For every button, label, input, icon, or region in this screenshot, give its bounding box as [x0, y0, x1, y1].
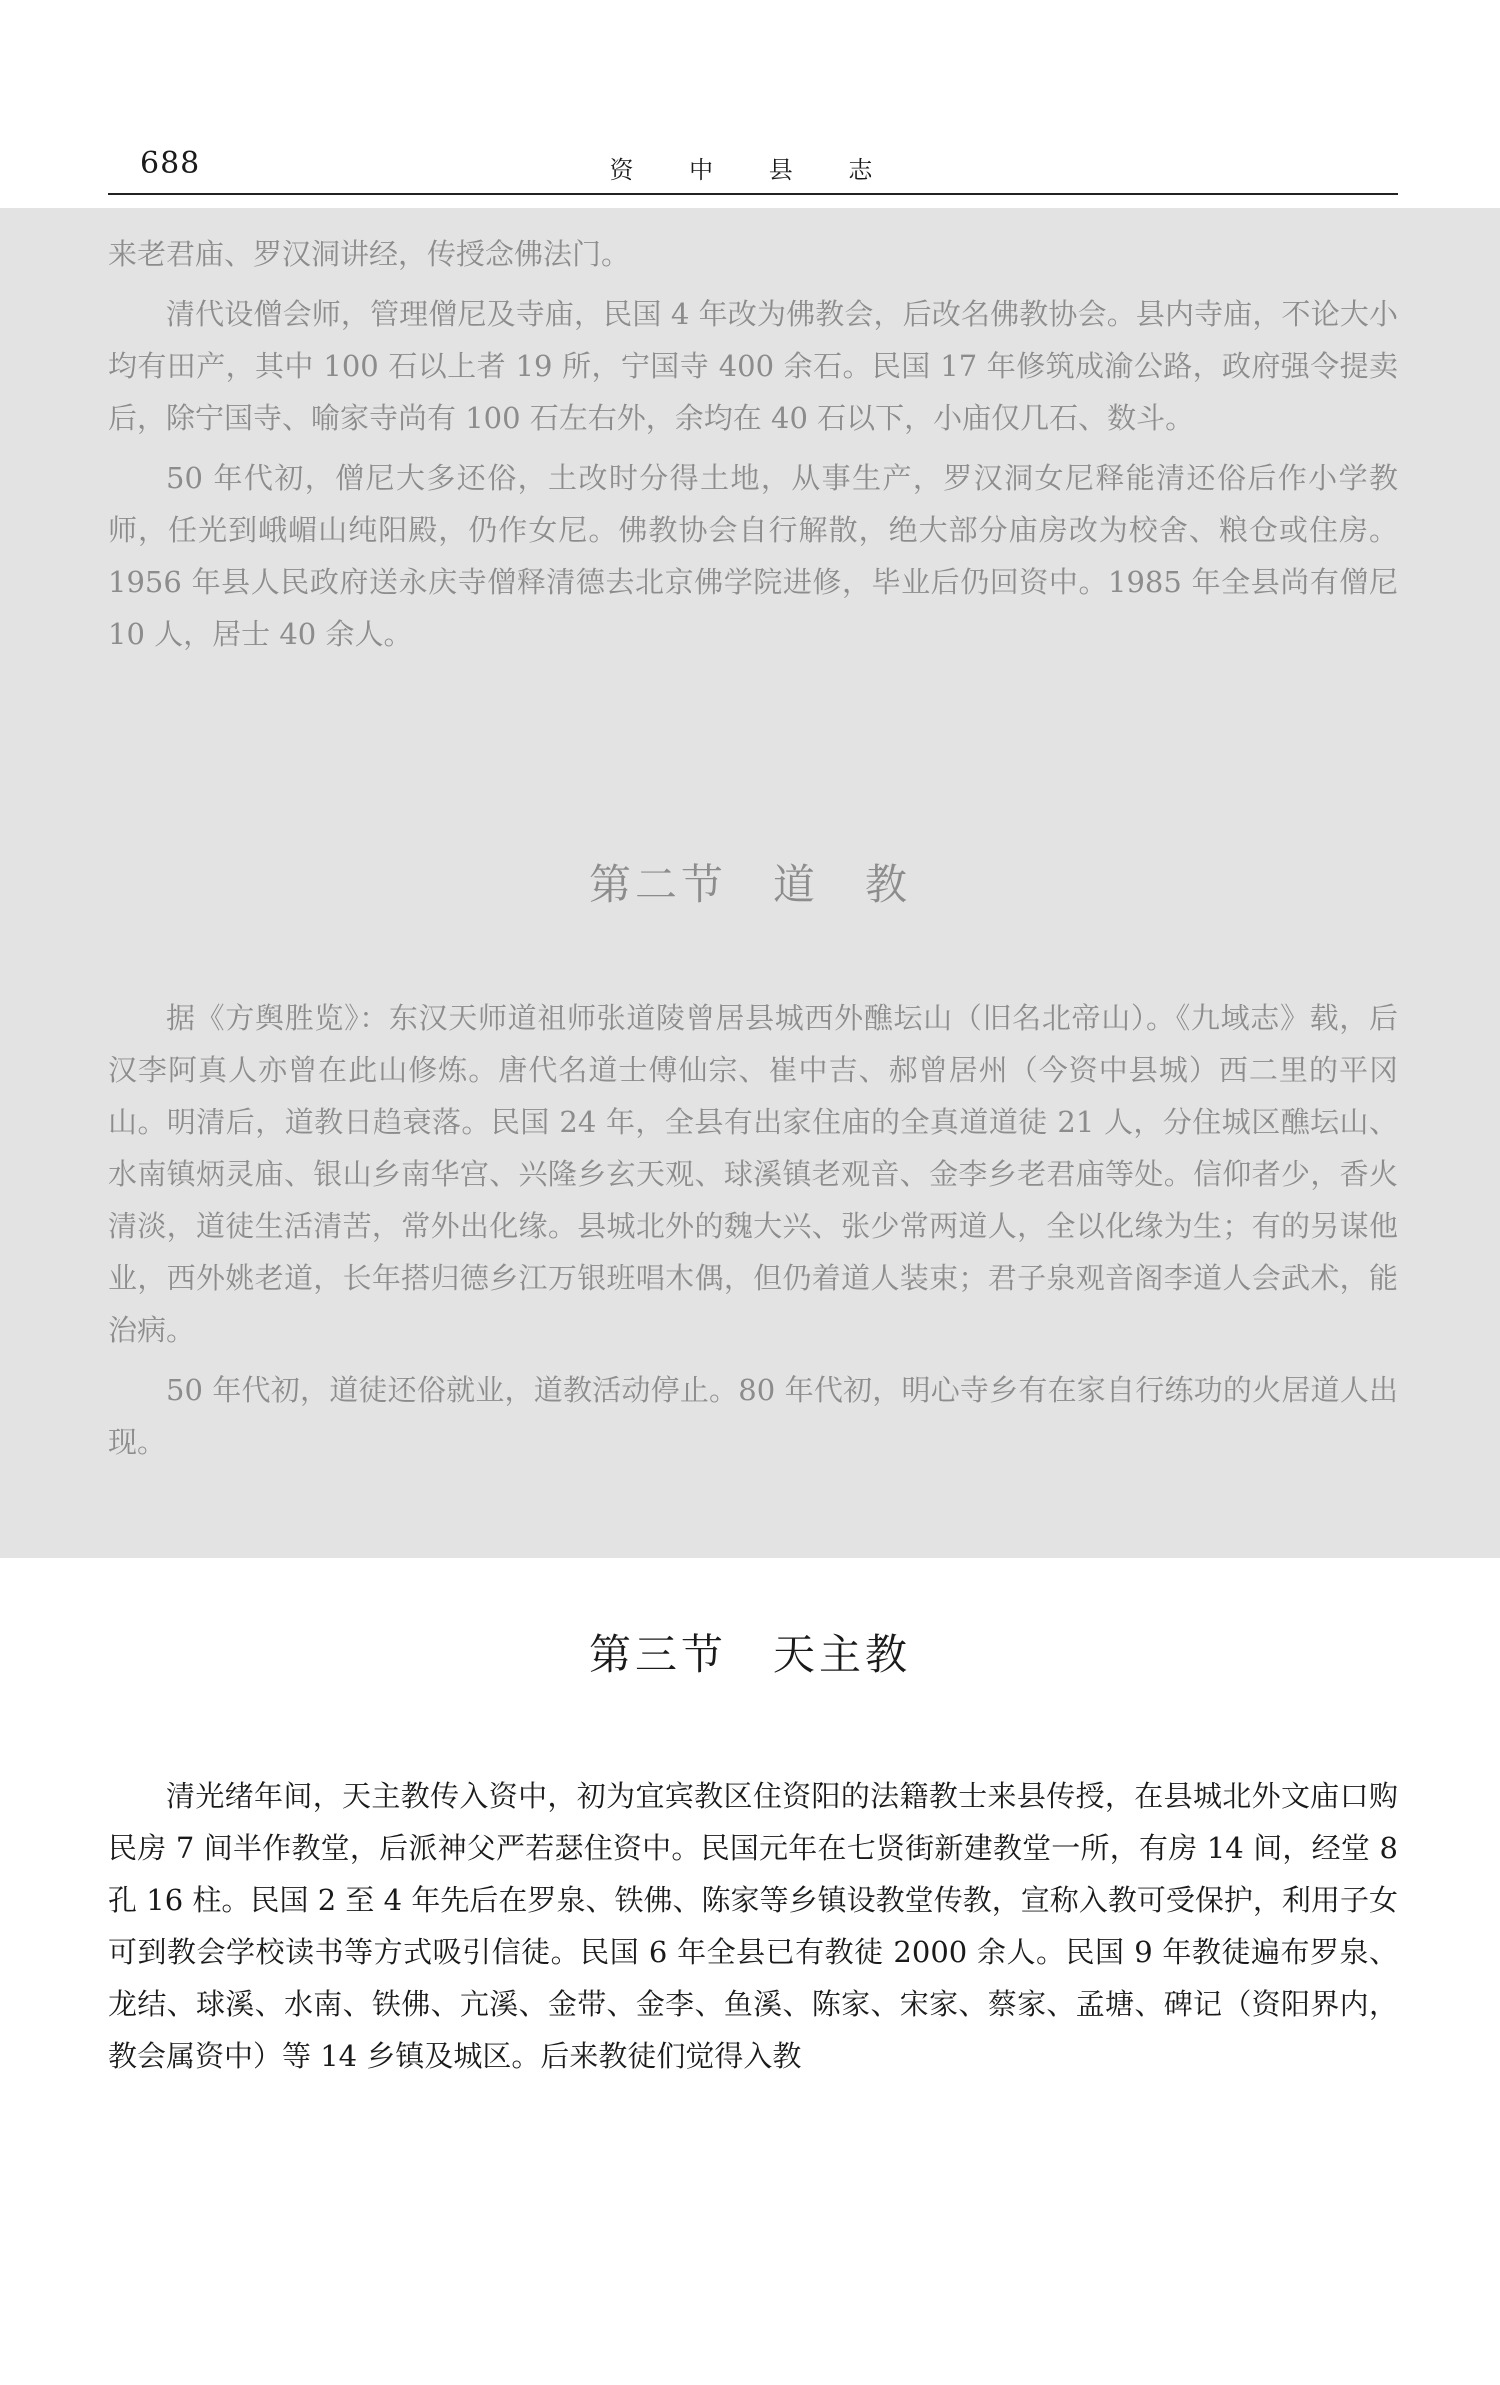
paragraph: 50 年代初，道徒还俗就业，道教活动停止。80 年代初，明心寺乡有在家自行练功的火居道人出现。	[108, 1373, 1398, 1459]
catholicism-body	[108, 1770, 1398, 2090]
section-heading-taoism	[0, 852, 1500, 912]
paragraph: 清代设僧会师，管理僧尼及寺庙，民国 4 年改为佛教会，后改名佛教协会。县内寺庙，不论大小均有田产，其中 100 石以上者 19 所，宁国寺 400 余石。民国 17 年修筑成渝公路，政府强令提卖后，除宁国寺、喻家寺尚有 100 石左右外，余均在 40 石以下，小庙仅几石、数斗。	[108, 297, 1398, 435]
section-title-part: 道	[772, 860, 819, 909]
paragraph: 50 年代初，僧尼大多还俗，土改时分得土地，从事生产，罗汉洞女尼释能清还俗后作小学教师，任光到峨嵋山纯阳殿，仍作女尼。佛教协会自行解散，绝大部分庙房改为校舍、粮仓或住房。1956 年县人民政府送永庆寺僧释清德去北京佛学院进修，毕业后仍回资中。1985 年全县尚有僧尼 10 人，居士 40 余人。	[108, 461, 1398, 651]
buddhism-continuation	[108, 228, 1398, 668]
page-number: 688	[140, 146, 201, 181]
running-title: 资 中 县 志	[609, 156, 897, 184]
section-heading-catholicism	[0, 1622, 1500, 1682]
page-header	[108, 140, 1398, 190]
section-title-part: 教	[865, 860, 912, 909]
section-number: 第二节	[588, 860, 727, 909]
section-title: 天主教	[773, 1630, 912, 1679]
paragraph: 据《方舆胜览》：东汉天师道祖师张道陵曾居县城西外醮坛山（旧名北帝山）。《九域志》载，后汉李阿真人亦曾在此山修炼。唐代名道士傅仙宗、崔中吉、郝曾居州（今资中县城）西二里的平冈山。明清后，道教日趋衰落。民国 24 年，全县有出家住庙的全真道道徒 21 人，分住城区醮坛山、水南镇炳灵庙、银山乡南华宫、兴隆乡玄天观、球溪镇老观音、金李乡老君庙等处。信仰者少，香火清淡，道徒生活清苦，常外出化缘。县城北外的魏大兴、张少常两道人，全以化缘为生；有的另谋他业，西外姚老道，长年搭归德乡江万银班唱木偶，但仍着道人装束；君子泉观音阁李道人会武术，能治病。	[108, 1001, 1398, 1347]
header-rule	[108, 193, 1398, 195]
section-number: 第三节	[588, 1630, 727, 1679]
taoism-body	[108, 992, 1398, 1476]
continuation-line: 来老君庙、罗汉洞讲经，传授念佛法门。	[108, 237, 631, 271]
paragraph: 清光绪年间，天主教传入资中，初为宜宾教区住资阳的法籍教士来县传授，在县城北外文庙口购民房 7 间半作教堂，后派神父严若瑟住资中。民国元年在七贤街新建教堂一所，有房 14 间，经堂 8 孔 16 柱。民国 2 至 4 年先后在罗泉、铁佛、陈家等乡镇设教堂传教，宣称入教可受保护，利用子女可到教会学校读书等方式吸引信徒。民国 6 年全县已有教徒 2000 余人。民国 9 年教徒遍布罗泉、龙结、球溪、水南、铁佛、亢溪、金带、金李、鱼溪、陈家、宋家、蔡家、孟塘、碑记（资阳界内，教会属资中）等 14 乡镇及城区。后来教徒们觉得入教	[108, 1779, 1398, 2073]
